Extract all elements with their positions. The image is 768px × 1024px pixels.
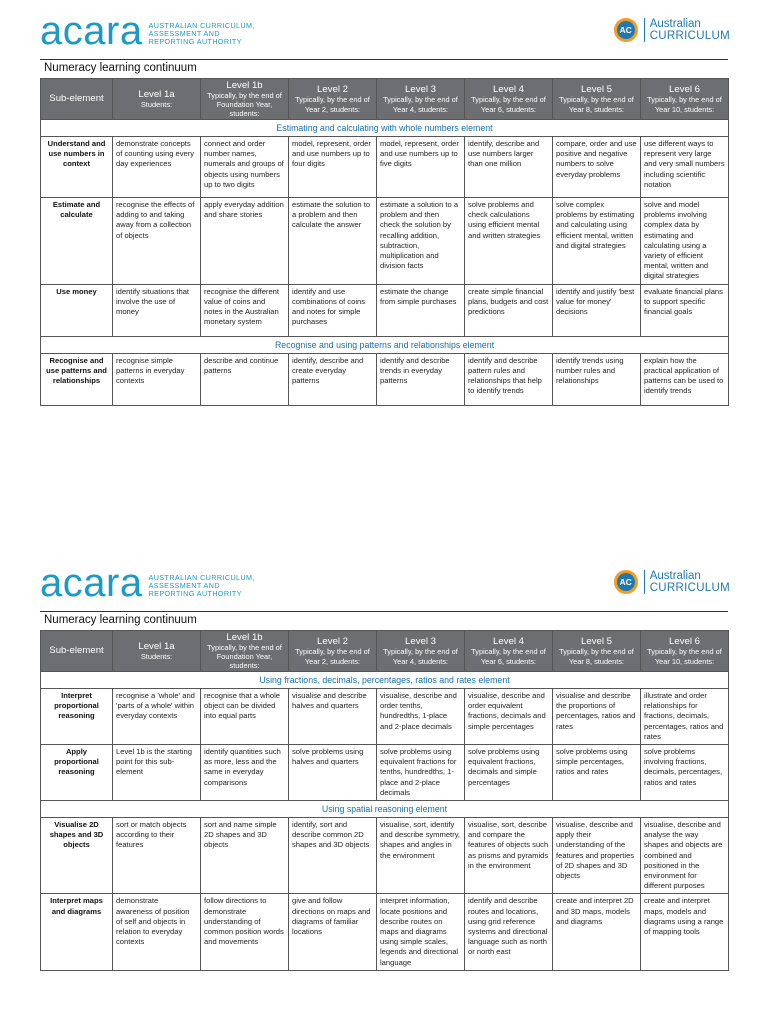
table-cell: solve problems using equivalent fractions, decimals and simple percentages: [465, 745, 553, 801]
level-header: [465, 79, 553, 120]
ac-line-1: Australian: [649, 570, 701, 582]
level-name: Level 4: [493, 84, 524, 96]
table-cell: evaluate financial plans to support specific financial goals: [641, 284, 729, 336]
section-title: Using spatial reasoning element: [41, 801, 729, 818]
level-description: Students:: [140, 651, 173, 661]
table-cell: identify trends using number rules and relationships: [553, 353, 641, 405]
table-cell: create and interpret 2D and 3D maps, models and diagrams: [553, 894, 641, 970]
section-title: Using fractions, decimals, percentages, ratios and rates element: [41, 672, 729, 689]
table-cell: identify quantities such as more, less and the same in everyday comparisons: [201, 745, 289, 801]
level-name: Level 3: [405, 84, 436, 96]
table-cell: create simple financial plans, budgets and cost predictions: [465, 284, 553, 336]
subelement-name: Use money: [41, 284, 113, 336]
table-cell: recognise that a whole object can be divided into equal parts: [201, 689, 289, 745]
subelement-header: Sub-element: [41, 631, 113, 672]
ac-mark-text: AC: [617, 573, 635, 591]
table-cell: solve problems using simple percentages, ratios and rates: [553, 745, 641, 801]
table-cell: give and follow directions on maps and diagrams of familiar locations: [289, 894, 377, 970]
acara-wordmark: acara: [40, 561, 143, 605]
level-header: [641, 631, 729, 672]
continuum-table: [40, 78, 729, 406]
ac-mark-text: AC: [617, 21, 635, 39]
ac-circle-icon: [614, 570, 638, 594]
table-cell: demonstrate awareness of position of self and objects in relation to everyday contexts: [113, 894, 201, 970]
level-header: [465, 631, 553, 672]
level-header: [113, 631, 201, 672]
level-description: Typically, by the end of Year 2, students:: [295, 95, 370, 114]
table-cell: estimate the change from simple purchases: [377, 284, 465, 336]
table-cell: estimate the solution to a problem and then calculate the answer: [289, 198, 377, 285]
table-row: [41, 689, 729, 745]
table-row: [41, 137, 729, 198]
level-header: [553, 631, 641, 672]
table-cell: identify and justify 'best value for money' decisions: [553, 284, 641, 336]
level-header: [553, 79, 641, 120]
australian-curriculum-logo: [614, 18, 730, 42]
table-cell: visualise and describe the proportions of percentages, ratios and rates: [553, 689, 641, 745]
ac-line-1: Australian: [649, 18, 701, 30]
acara-tagline: AUSTRALIAN CURRICULUM, ASSESSMENT AND REPORTING AUTHORITY: [148, 573, 255, 598]
level-name: Level 6: [669, 636, 700, 648]
table-cell: visualise and describe halves and quarters: [289, 689, 377, 745]
table-cell: visualise, describe and order equivalent fractions, decimals and simple percentages: [465, 689, 553, 745]
level-name: Level 1b: [226, 79, 263, 91]
level-description: Typically, by the end of Year 10, students:: [647, 647, 722, 666]
table-cell: demonstrate concepts of counting using every day experiences: [113, 137, 201, 198]
subelement-name: Apply proportional reasoning: [41, 745, 113, 801]
table-row: [41, 745, 729, 801]
document-title: Numeracy learning continuum: [44, 62, 197, 74]
level-header: [641, 79, 729, 120]
document-page: [0, 552, 768, 967]
header-row: [41, 79, 729, 120]
section-title: Recognise and using patterns and relationships element: [41, 336, 729, 353]
level-description: Typically, by the end of Foundation Year, students:: [207, 90, 282, 119]
level-name: Level 4: [493, 636, 524, 648]
section-title: Estimating and calculating with whole numbers element: [41, 120, 729, 137]
level-header: [289, 631, 377, 672]
table-cell: visualise, describe and analyse the way shapes and objects are combined and positioned in the environment for different purposes: [641, 818, 729, 894]
table-row: [41, 353, 729, 405]
level-header: [201, 79, 289, 120]
table-cell: sort and name simple 2D shapes and 3D objects: [201, 818, 289, 894]
table-cell: identify and describe trends in everyday patterns: [377, 353, 465, 405]
table-cell: identify, describe and create everyday patterns: [289, 353, 377, 405]
table-cell: model, represent, order and use numbers up to four digits: [289, 137, 377, 198]
level-name: Level 2: [317, 84, 348, 96]
level-description: Typically, by the end of Year 8, students:: [559, 647, 634, 666]
document-page: [0, 0, 768, 396]
table-row: [41, 198, 729, 285]
table-cell: recognise the effects of adding to and taking away from a collection of objects: [113, 198, 201, 285]
table-cell: solve complex problems by estimating and calculating using efficient mental, written and digital strategies: [553, 198, 641, 285]
subelement-name: Estimate and calculate: [41, 198, 113, 285]
table-cell: recognise the different value of coins and notes in the Australian monetary system: [201, 284, 289, 336]
subelement-header: Sub-element: [41, 79, 113, 120]
acara-tagline: AUSTRALIAN CURRICULUM, ASSESSMENT AND REPORTING AUTHORITY: [148, 21, 255, 46]
table-cell: identify and describe routes and locations, using grid reference systems and directional language such as north or north east: [465, 894, 553, 970]
table-cell: solve problems involving fractions, decimals, percentages, ratios and rates: [641, 745, 729, 801]
ac-line-2: CURRICULUM: [649, 30, 730, 42]
level-name: Level 3: [405, 636, 436, 648]
section-row: [41, 336, 729, 353]
table-cell: recognise a 'whole' and 'parts of a whole' within everyday contexts: [113, 689, 201, 745]
table-cell: recognise simple patterns in everyday contexts: [113, 353, 201, 405]
subelement-name: Interpret proportional reasoning: [41, 689, 113, 745]
australian-curriculum-logo: [614, 570, 730, 594]
subelement-name: Recognise and use patterns and relationships: [41, 353, 113, 405]
level-name: Level 1a: [138, 640, 175, 652]
page-header: [0, 0, 768, 56]
table-cell: describe and continue patterns: [201, 353, 289, 405]
ac-circle-icon: [614, 18, 638, 42]
level-name: Level 2: [317, 636, 348, 648]
table-cell: solve and model problems involving complex data by estimating and calculating using a variety of efficient mental, written and digital strategies: [641, 198, 729, 285]
table-row: [41, 284, 729, 336]
table-cell: Level 1b is the starting point for this sub-element: [113, 745, 201, 801]
level-description: Students:: [140, 99, 173, 109]
logo-divider: [644, 18, 645, 42]
header-rule: [40, 611, 728, 612]
level-name: Level 5: [581, 84, 612, 96]
section-row: [41, 120, 729, 137]
table-cell: identify situations that involve the use of money: [113, 284, 201, 336]
ac-line-2: CURRICULUM: [649, 582, 730, 594]
level-name: Level 6: [669, 84, 700, 96]
section-row: [41, 801, 729, 818]
table-cell: interpret information, locate positions and describe routes on maps and diagrams using simple scales, legends and directional language: [377, 894, 465, 970]
table-cell: identify and use combinations of coins and notes for simple purchases: [289, 284, 377, 336]
acara-logo: [40, 9, 255, 53]
level-header: [201, 631, 289, 672]
level-description: Typically, by the end of Year 8, students:: [559, 95, 634, 114]
table-cell: visualise, describe and order tenths, hundredths, 1-place and 2-place decimals: [377, 689, 465, 745]
subelement-name: Visualise 2D shapes and 3D objects: [41, 818, 113, 894]
header-rule: [40, 59, 728, 60]
level-description: Typically, by the end of Year 6, students:: [471, 647, 546, 666]
level-description: Typically, by the end of Year 6, students:: [471, 95, 546, 114]
level-description: Typically, by the end of Foundation Year, students:: [207, 642, 282, 671]
header-row: [41, 631, 729, 672]
level-description: Typically, by the end of Year 4, students:: [383, 95, 458, 114]
section-row: [41, 672, 729, 689]
table-cell: visualise, sort, identify and describe symmetry, shapes and angles in the environment: [377, 818, 465, 894]
table-cell: model, represent, order and use numbers up to five digits: [377, 137, 465, 198]
table-cell: use different ways to represent very large and very small numbers including scientific notation: [641, 137, 729, 198]
table-row: [41, 818, 729, 894]
table-cell: sort or match objects according to their features: [113, 818, 201, 894]
table-cell: compare, order and use positive and negative numbers to solve everyday problems: [553, 137, 641, 198]
subelement-name: Interpret maps and diagrams: [41, 894, 113, 970]
table-cell: apply everyday addition and share stories: [201, 198, 289, 285]
acara-logo: [40, 561, 255, 605]
table-cell: solve problems and check calculations using efficient mental and written strategies: [465, 198, 553, 285]
table-cell: explain how the practical application of patterns can be used to identify trends: [641, 353, 729, 405]
level-description: Typically, by the end of Year 4, students:: [383, 647, 458, 666]
logo-divider: [644, 570, 645, 594]
table-cell: identify, sort and describe common 2D shapes and 3D objects: [289, 818, 377, 894]
table-cell: identify, describe and use numbers larger than one million: [465, 137, 553, 198]
table-cell: illustrate and order relationships for fractions, decimals, percentages, ratios and rates: [641, 689, 729, 745]
table-cell: connect and order number names, numerals and groups of objects using numbers up to two digits: [201, 137, 289, 198]
document-title: Numeracy learning continuum: [44, 614, 197, 626]
level-header: [377, 631, 465, 672]
ac-wordmark: [650, 18, 730, 42]
table-cell: visualise, sort, describe and compare the features of objects such as prisms and pyramids in the environment: [465, 818, 553, 894]
level-description: Typically, by the end of Year 2, students:: [295, 647, 370, 666]
table-cell: follow directions to demonstrate understanding of common position words and movements: [201, 894, 289, 970]
subelement-name: Understand and use numbers in context: [41, 137, 113, 198]
level-description: Typically, by the end of Year 10, students:: [647, 95, 722, 114]
level-header: [289, 79, 377, 120]
continuum-table: [40, 630, 729, 971]
level-header: [113, 79, 201, 120]
level-name: Level 1b: [226, 631, 263, 643]
table-row: [41, 894, 729, 970]
table-cell: visualise, describe and apply their understanding of the features and properties of 2D shapes and 3D objects: [553, 818, 641, 894]
table-cell: estimate a solution to a problem and then check the solution by recalling addition, subtraction, multiplication and division facts: [377, 198, 465, 285]
page-header: [0, 552, 768, 608]
table-cell: solve problems using equivalent fractions for tenths, hundredths, 1-place and 2-place decimals: [377, 745, 465, 801]
level-name: Level 5: [581, 636, 612, 648]
level-header: [377, 79, 465, 120]
acara-wordmark: acara: [40, 9, 143, 53]
table-cell: create and interpret maps, models and diagrams using a range of mapping tools: [641, 894, 729, 970]
table-cell: solve problems using halves and quarters: [289, 745, 377, 801]
table-cell: identify and describe pattern rules and relationships that help to identify trends: [465, 353, 553, 405]
level-name: Level 1a: [138, 88, 175, 100]
ac-wordmark: [650, 570, 730, 594]
